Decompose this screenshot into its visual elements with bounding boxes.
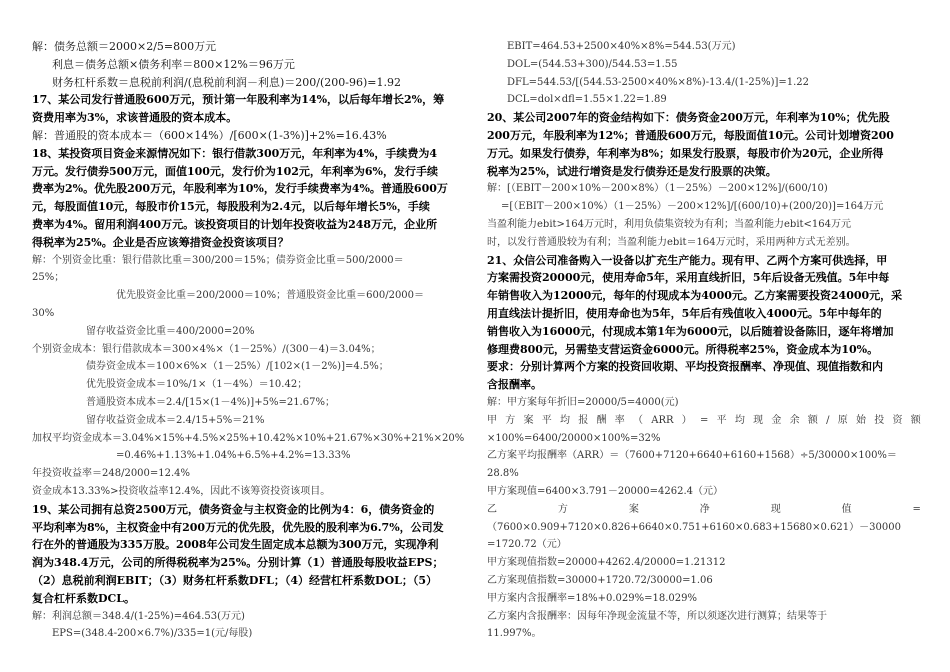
answer-18: 解：个别资金比重：银行借款比重＝300/200＝15%；债券资金比重＝500/2000＝ <box>32 254 404 266</box>
question-21-cont: 方案需投资20000元，使用寿命5年，采用直线折旧，5年后设备无残值。5年中每 <box>487 271 890 285</box>
text-line: 留存收益资金比重＝400/2000=20% <box>86 325 255 337</box>
question-18-cont: 得税率为25%。企业是否应该筹措资金投资该项目？ <box>32 235 289 249</box>
text-line: 甲方案现值指数=20000+4262.4/20000=1.21312 <box>487 557 726 569</box>
question-20-cont: 200万元，年股利率为12%；普通股600万元，每股面值10元。公司计划增资200 <box>487 128 894 142</box>
text-line: 加权平均资金成本＝3.04%×15%+4.5%×25%+10.42%×10%+21.67%×30%+21%×20% <box>32 432 465 444</box>
text-line: 解：债务总额＝2000×2/5=800万元 <box>32 40 217 53</box>
question-19-cont: 平均利率为8%，主权资金中有200万元的优先股，优先股的股利率为6.7%，公司发 <box>32 520 444 534</box>
text-line: 优先股资金成本＝10%/1×（1－4%）＝10.42； <box>86 379 308 391</box>
question-20-cont: 税率为25%，试进行增资是发行债券还是发行股票的决策。 <box>487 164 777 178</box>
left-column <box>32 0 468 643</box>
question-19-cont: 复合杠杆系数DCL。 <box>32 591 136 605</box>
right-column <box>487 0 921 643</box>
text-line: 个别资金成本：银行借款成本＝300×4%×（1－25%）/(300－4)＝3.04%； <box>32 343 381 355</box>
answer-19: 解：利润总额＝348.4/(1-25%)=464.53(万元) <box>32 610 245 622</box>
text-line: 普通股资本成本＝2.4/[15×(1－4%)]+5%=21.67%； <box>86 396 335 408</box>
text-line: DCL=dol×dfl=1.55×1.22=1.89 <box>507 94 667 106</box>
question-18-cont: 费率为4%。留用利润400万元。该投资项目的计划年投资收益为248万元，企业所 <box>32 217 438 231</box>
text-line: 时，以发行普通股较为有利；当盈利能力ebit＝164万元时，采用两种方式无差别。 <box>487 236 856 248</box>
text-line: 当盈利能力ebit>164万元时，利用负债集资较为有利；当盈利能力ebit<164万元 <box>487 218 852 230</box>
text-line: =[（EBIT－200×10%）（1－25%）－200×12%]/[(600/10)+(200/20)]=164万元 <box>501 201 884 213</box>
question-21: 21、众信公司准备购入一设备以扩充生产能力。现有甲、乙两个方案可供选择，甲 <box>487 253 888 267</box>
answer-17: 解：普通股的资本成本＝（600×14%）/[600×(1-3%)]+2%=16.43% <box>32 128 387 142</box>
text-line: 25%； <box>32 272 65 284</box>
text-line: 优先股资金比重＝200/2000＝10%；普通股资金比重＝600/2000＝ <box>116 290 425 302</box>
question-18: 18、某投资项目资金来源情况如下：银行借款300万元，年利率为4%，手续费为4 <box>32 146 438 160</box>
spaced-line-npv: 乙 方 案 净 现 值 = <box>487 503 921 515</box>
text-line: DFL=544.53/[(544.53-2500×40%×8%)-13.4/(1-25%)]=1.22 <box>507 76 810 88</box>
question-19-cont: （2）息税前利润EBIT；（3）财务杠杆系数DFL；（4）经营杠杆系数DOL；（5） <box>32 573 438 587</box>
question-17-cont: 资费用率为3%，求该普通股的资本成本。 <box>32 111 238 125</box>
question-21-cont: 修理费800元，另需垫支营运资金6000元。所得税率25%，资金成本为10%。 <box>487 342 879 356</box>
text-line: 乙方案内含报酬率：因每年净现金流量不等，所以须逐次进行测算；结果等于 <box>487 610 827 622</box>
text-line: 年投资收益率＝248/2000=12.4% <box>32 468 191 480</box>
question-18-cont: 元，每股面值10元，每股市价15元，每股股利为2.4元，以后每年增长5%，手续 <box>32 200 430 214</box>
text-line: 乙方案平均报酬率（ARR）＝（7600+7120+6640+6160+1568）÷5/30000×100%＝ <box>487 450 897 462</box>
text-line: EPS=(348.4-200×6.7%)/335=1(元/每股) <box>52 628 253 640</box>
question-19-cont: 行在外的普通股为335万股。2008年公司发生固定成本总额为300万元，实现净利 <box>32 538 439 552</box>
text-line: 乙方案现值指数=30000+1720.72/30000=1.06 <box>487 574 713 586</box>
text-line: 利息＝债务总额×债务利率＝800×12%＝96万元 <box>52 57 295 71</box>
text-line: =1720.72（元） <box>487 539 567 551</box>
question-19: 19、某公司拥有总资2500万元，债务资金与主权资金的比例为4：6，债务资金的 <box>32 502 435 516</box>
question-21-cont: 销售收入为16000元，付现成本第1年为6000元，以后随着设备陈旧，逐年将增加 <box>487 324 894 338</box>
question-18-cont: 万元。发行债券500万元，面值100元，发行价为102元，年利率为6%，发行手续 <box>32 164 438 178</box>
question-19-cont: 润为348.4万元，公司的所得税税率为25%。分别计算（1）普通股每股收益EPS； <box>32 556 444 570</box>
text-line: 财务杠杆系数＝息税前利润/(息税前利润－利息)＝200/(200-96)=1.92 <box>52 75 401 89</box>
text-line: 债券资金成本＝100×6%×（1－25%）/[102×(1－2%)]=4.5%； <box>86 361 389 373</box>
text-line: 30% <box>32 307 55 319</box>
answer-20: 解：[（EBIT－200×10%－200×8%）（1－25%）－200×12%]/(600/10) <box>487 183 828 195</box>
question-20-cont: 万元。如果发行债券，年利率为8%；如果发行股票，每股市价为20元，企业所得 <box>487 146 884 160</box>
text-line: （7600×0.909+7120×0.826+6640×0.751+6160×0.683+15680×0.621）－30000 <box>487 521 901 533</box>
spaced-line-arr: 甲 方 案 平 均 报 酬 率 （ ARR ） = 平 均 现 金 余 额 / 原 始 投 资 额 <box>487 414 921 426</box>
text-line: 甲方案现值=6400×3.791－20000=4262.4（元） <box>487 485 724 497</box>
text-line: ×100%=6400/20000×100%=32% <box>487 432 661 444</box>
text-line: =0.46%+1.13%+1.04%+6.5%+4.2%=13.33% <box>116 450 351 462</box>
text-line: 留存收益资金成本＝2.4/15+5%＝21% <box>86 414 265 426</box>
answer-21: 解：甲方案每年折旧=20000/5=4000(元) <box>487 396 679 408</box>
text-line: EBIT=464.53+2500×40%×8%=544.53(万元) <box>507 41 736 52</box>
question-21-cont: 用直线法计提折旧，使用寿命也为5年，5年后有残值收入4000元。5年中每年的 <box>487 306 882 320</box>
text-line: 11.997%。 <box>487 628 542 640</box>
question-20: 20、某公司2007年的资金结构如下：债务资金200万元，年利率为10%；优先股 <box>487 111 890 125</box>
requirement: 要求：分别计算两个方案的投资回收期、平均投资报酬率、净现值、现值指数和内 <box>487 360 883 374</box>
text-line: 28.8% <box>487 468 519 480</box>
question-17: 17、某公司发行普通股600万元，预计第一年股利率为14%，以后每年增长2%，筹 <box>32 93 445 107</box>
text-line: 资金成本13.33%>投资收益率12.4%，因此不该筹资投资该项目。 <box>32 485 331 497</box>
text-line: DOL=(544.53+300)/544.53=1.55 <box>507 58 678 70</box>
question-21-cont: 年销售收入为12000元，每年的付现成本为4000元。乙方案需要投资24000元，采 <box>487 289 903 303</box>
question-18-cont: 费率为2%。优先股200万元，年股利率为10%，发行手续费率为4%。普通股600万 <box>32 182 448 196</box>
text-line: 甲方案内含报酬率=18%+0.029%=18.029% <box>487 592 697 604</box>
requirement-cont: 含报酬率。 <box>487 378 542 392</box>
